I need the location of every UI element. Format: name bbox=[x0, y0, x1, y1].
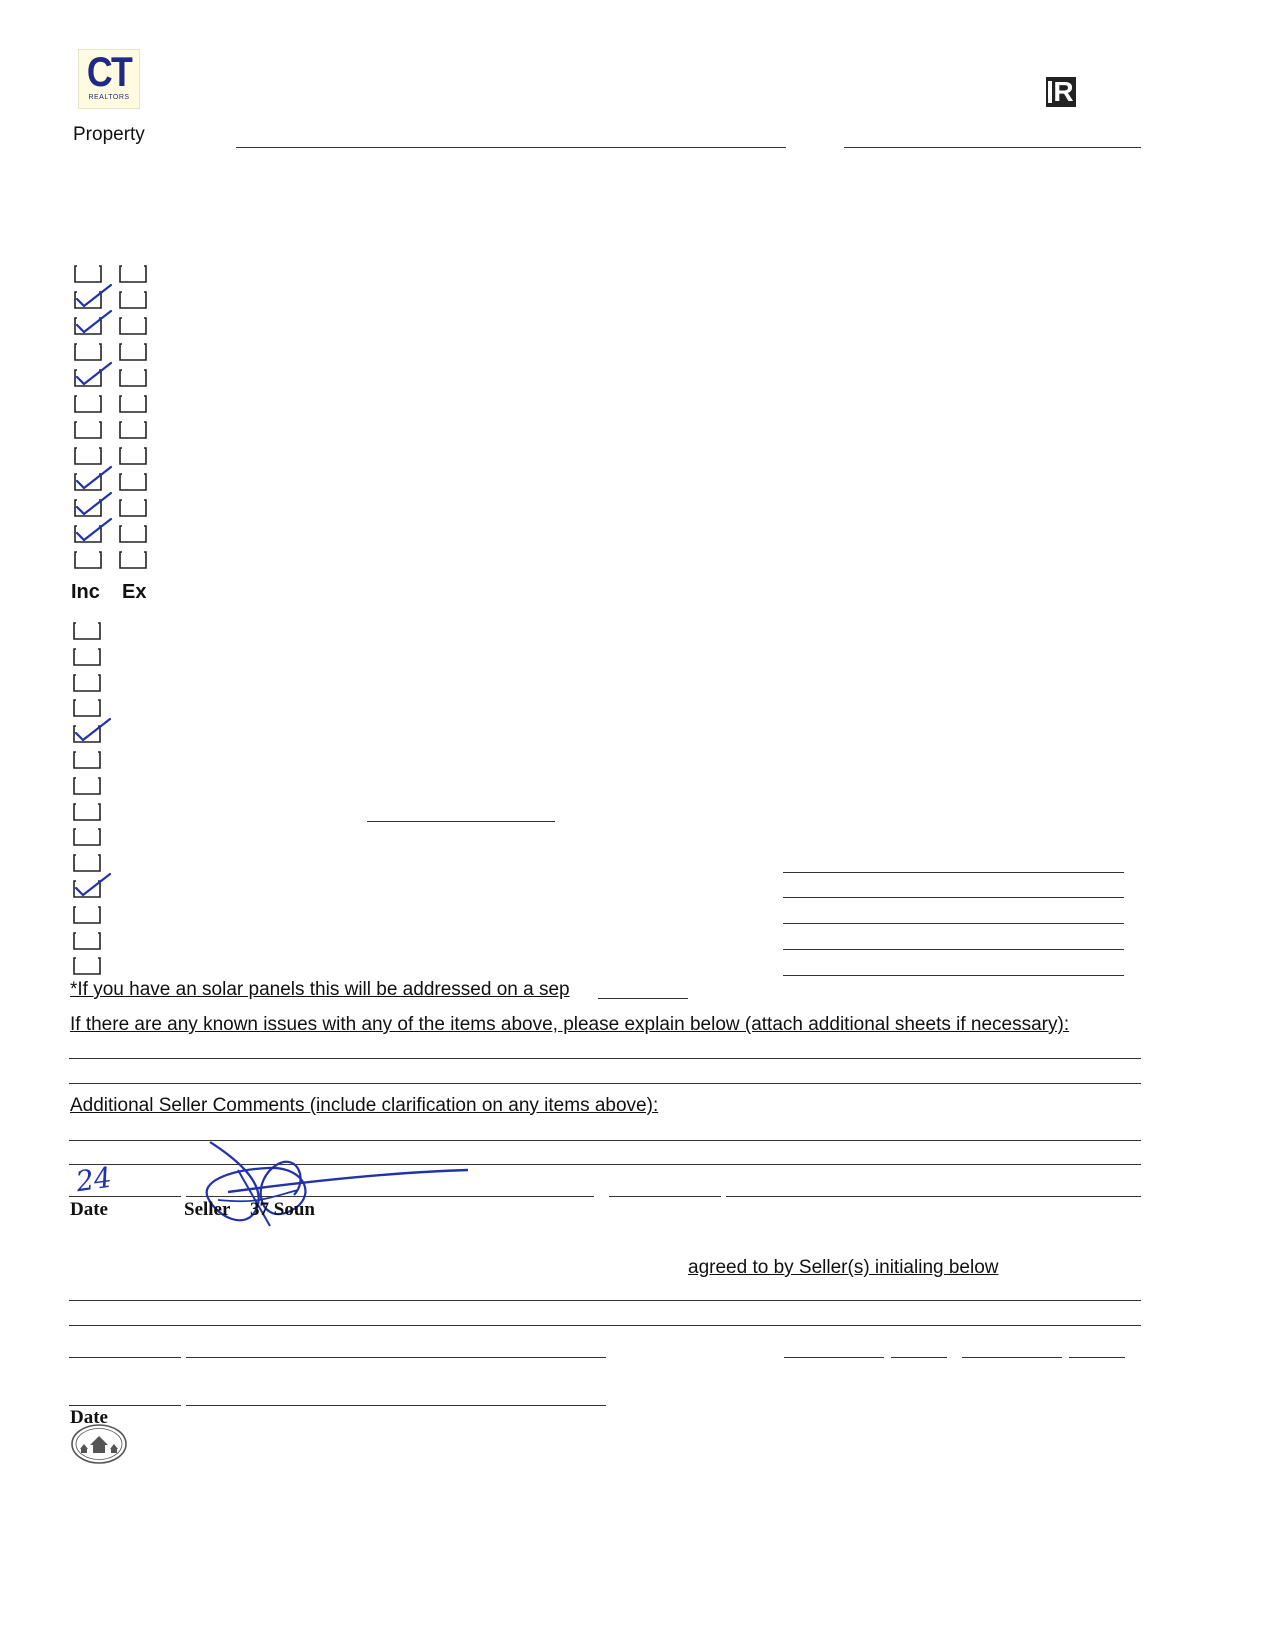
issues-prompt: If there are any known issues with any of the items above, please explain below (attach additional sheets if necessary): bbox=[70, 1014, 1070, 1035]
right-fill-line-1[interactable] bbox=[783, 872, 1124, 873]
date-label-2: Date bbox=[70, 1407, 108, 1428]
date-line-3[interactable] bbox=[69, 1357, 181, 1358]
issues-line-1[interactable] bbox=[69, 1058, 1141, 1059]
equal-housing-icon bbox=[70, 1423, 128, 1465]
inc-checkbox-5[interactable] bbox=[73, 369, 103, 387]
item-checkbox-11[interactable] bbox=[72, 880, 102, 898]
right-fill-line-5[interactable] bbox=[783, 975, 1124, 976]
inc-checkbox-3[interactable] bbox=[73, 317, 103, 335]
ex-checkbox-11[interactable] bbox=[118, 525, 148, 543]
ex-checkbox-6[interactable] bbox=[118, 395, 148, 413]
property-label: Property bbox=[73, 124, 145, 145]
handwritten-signature bbox=[198, 1140, 478, 1230]
item-checkbox-3[interactable] bbox=[72, 674, 102, 692]
comments-prompt: Additional Seller Comments (include clarification on any items above): bbox=[70, 1095, 659, 1116]
item-checkbox-10[interactable] bbox=[72, 854, 102, 872]
item-checkbox-13[interactable] bbox=[72, 932, 102, 950]
solar-note-tail-line bbox=[598, 998, 688, 999]
ex-checkbox-1[interactable] bbox=[118, 265, 148, 283]
item-checkbox-12[interactable] bbox=[72, 906, 102, 924]
item-checkbox-14[interactable] bbox=[72, 957, 102, 975]
ex-checkbox-10[interactable] bbox=[118, 499, 148, 517]
date-label: Date bbox=[70, 1199, 108, 1220]
seller-label: Seller bbox=[184, 1199, 231, 1220]
handwritten-date: 24 bbox=[73, 1160, 114, 1199]
inc-checkbox-10[interactable] bbox=[73, 499, 103, 517]
ex-checkbox-8[interactable] bbox=[118, 447, 148, 465]
item-checkbox-8[interactable] bbox=[72, 803, 102, 821]
ex-column-label: Ex bbox=[122, 581, 147, 603]
other-item-line[interactable] bbox=[367, 821, 555, 822]
property-town-line[interactable] bbox=[844, 147, 1141, 148]
seller-signature-line-2[interactable] bbox=[726, 1196, 1141, 1197]
solar-note: *If you have an solar panels this will be addressed on a sep bbox=[70, 979, 570, 1000]
inc-column-label: Inc bbox=[71, 581, 100, 603]
date-line-2[interactable] bbox=[609, 1196, 721, 1197]
seller-signature-line-3[interactable] bbox=[186, 1357, 606, 1358]
logo-ct-subtext: REALTORS bbox=[88, 94, 130, 101]
ex-checkbox-12[interactable] bbox=[118, 551, 148, 569]
item-checkbox-7[interactable] bbox=[72, 777, 102, 795]
inc-checkbox-7[interactable] bbox=[73, 421, 103, 439]
item-checkbox-1[interactable] bbox=[72, 622, 102, 640]
item-checkbox-5[interactable] bbox=[72, 725, 102, 743]
right-fill-line-2[interactable] bbox=[783, 897, 1124, 898]
realtor-r-logo: R bbox=[1046, 77, 1076, 107]
right-fill-line-4[interactable] bbox=[783, 949, 1124, 950]
initial-line-1[interactable] bbox=[784, 1357, 884, 1358]
agreement-line-2[interactable] bbox=[69, 1325, 1141, 1326]
seller-signature-line-4[interactable] bbox=[186, 1405, 606, 1406]
item-checkbox-9[interactable] bbox=[72, 828, 102, 846]
issues-line-2[interactable] bbox=[69, 1083, 1141, 1084]
ex-checkbox-7[interactable] bbox=[118, 421, 148, 439]
item-checkbox-6[interactable] bbox=[72, 751, 102, 769]
inc-checkbox-12[interactable] bbox=[73, 551, 103, 569]
ex-checkbox-3[interactable] bbox=[118, 317, 148, 335]
property-address-line[interactable] bbox=[236, 147, 786, 148]
initial-line-3[interactable] bbox=[962, 1357, 1062, 1358]
initial-line-2[interactable] bbox=[891, 1357, 947, 1358]
ex-checkbox-2[interactable] bbox=[118, 291, 148, 309]
inc-checkbox-1[interactable] bbox=[73, 265, 103, 283]
ex-checkbox-5[interactable] bbox=[118, 369, 148, 387]
agreed-text: agreed to by Seller(s) initialing below bbox=[688, 1257, 999, 1278]
logo-ct-text: CT bbox=[86, 48, 132, 95]
inc-checkbox-6[interactable] bbox=[73, 395, 103, 413]
initial-line-4[interactable] bbox=[1069, 1357, 1125, 1358]
ex-checkbox-4[interactable] bbox=[118, 343, 148, 361]
ex-checkbox-9[interactable] bbox=[118, 473, 148, 491]
inc-checkbox-9[interactable] bbox=[73, 473, 103, 491]
agreement-line-1[interactable] bbox=[69, 1300, 1141, 1301]
item-checkbox-4[interactable] bbox=[72, 699, 102, 717]
inc-checkbox-11[interactable] bbox=[73, 525, 103, 543]
inc-checkbox-2[interactable] bbox=[73, 291, 103, 309]
seller-printed-name: 37 Soun bbox=[250, 1199, 315, 1220]
ct-realtors-logo bbox=[78, 49, 140, 109]
date-line-4[interactable] bbox=[69, 1405, 181, 1406]
inc-checkbox-8[interactable] bbox=[73, 447, 103, 465]
item-checkbox-2[interactable] bbox=[72, 648, 102, 666]
inc-checkbox-4[interactable] bbox=[73, 343, 103, 361]
right-fill-line-3[interactable] bbox=[783, 923, 1124, 924]
